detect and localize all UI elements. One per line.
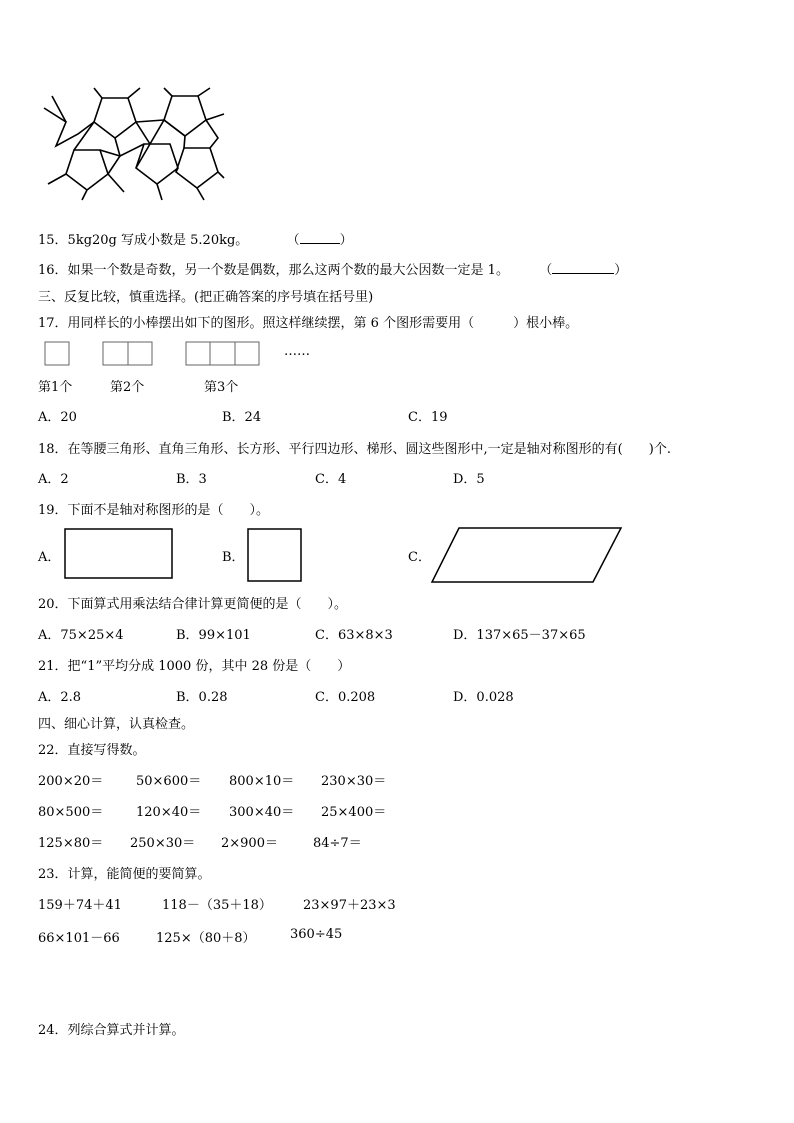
rectangle-shape (64, 528, 174, 580)
question-18-text: 18．在等腰三角形、直角三角形、长方形、平行四边形、梯形、圆这些图形中,一定是轴对称图形的有( )个. (38, 442, 671, 457)
option-a[interactable]: A．2 (38, 472, 69, 487)
option-b[interactable]: B．99×101 (176, 628, 251, 643)
answer-bracket-open: （ (286, 233, 300, 248)
question-20-text: 20．下面算式用乘法结合律计算更简便的是（ ）。 (38, 597, 348, 612)
question-24-text: 24．列综合算式并计算。 (38, 1023, 185, 1038)
question-16-text: 16．如果一个数是奇数，另一个数是偶数，那么这两个数的最大公因数一定是 1。 (38, 263, 509, 278)
option-c[interactable]: C．19 (408, 410, 448, 425)
calc-item: 84÷7＝ (313, 836, 362, 851)
section-4-heading: 四、细心计算，认真检查。 (38, 717, 195, 732)
option-b[interactable]: B． (222, 550, 245, 565)
option-b[interactable]: B．24 (222, 410, 262, 425)
option-c[interactable]: C．4 (315, 472, 347, 487)
parallelogram-shape (431, 527, 623, 584)
question-22-text: 22．直接写得数。 (38, 743, 146, 758)
answer-bracket-close: ） (614, 263, 628, 278)
option-b[interactable]: B．3 (176, 472, 207, 487)
calc-expression: 159＋74＋41 (38, 898, 122, 913)
question-17-text: 17．用同样长的小棒摆出如下的图形。照这样继续摆，第 6 个图形需要用（ ）根小棒。 (38, 316, 579, 331)
calc-expression: 118－（35＋18） (162, 898, 272, 913)
question-21-text: 21．把“1”平均分成 1000 份，其中 28 份是（ ） (38, 659, 351, 674)
option-a[interactable]: A．2.8 (38, 690, 82, 705)
calc-expression: 360÷45 (290, 927, 343, 942)
question-16 (38, 259, 627, 278)
square-shape (247, 528, 303, 583)
calc-item: 50×600＝ (136, 774, 202, 789)
option-d[interactable]: D．0.028 (453, 690, 514, 705)
option-a[interactable]: A．75×25×4 (38, 628, 124, 643)
section-3-heading: 三、反复比较，慎重选择。(把正确答案的序号填在括号里) (38, 290, 374, 305)
question-23-text: 23．计算，能简便的要简算。 (38, 867, 211, 882)
calc-expression: 23×97＋23×3 (303, 898, 396, 913)
calc-expression: 66×101－66 (38, 931, 120, 946)
figure-caption-1: 第1个 (38, 380, 73, 395)
option-d[interactable]: D．5 (453, 472, 485, 487)
option-c[interactable]: C．63×8×3 (315, 628, 393, 643)
option-a[interactable]: A．20 (38, 410, 77, 425)
question-15-text: 15．5kg20g 写成小数是 5.20kg。 (38, 233, 249, 248)
calc-expression: 125×（80＋8） (156, 931, 256, 946)
figure-caption-3: 第3个 (204, 380, 239, 395)
stick-square-figures (44, 341, 264, 367)
calc-item: 250×30＝ (130, 836, 196, 851)
sequence-ellipsis: …… (284, 344, 310, 359)
option-c[interactable]: C．0.208 (315, 690, 376, 705)
figure-caption-2: 第2个 (110, 380, 145, 395)
option-a[interactable]: A． (38, 550, 61, 565)
question-19-text: 19．下面不是轴对称图形的是（ ）。 (38, 503, 270, 518)
pentagon-tiling-figure (44, 88, 224, 200)
question-15 (38, 229, 353, 248)
calc-item: 800×10＝ (229, 774, 295, 789)
calc-item: 2×900＝ (221, 836, 278, 851)
answer-bracket-open: （ (539, 263, 553, 278)
answer-blank-15[interactable] (300, 231, 340, 244)
answer-blank-16[interactable] (552, 261, 614, 274)
calc-item: 25×400＝ (321, 805, 387, 820)
answer-bracket-close: ） (339, 233, 353, 248)
calc-item: 125×80＝ (38, 836, 104, 851)
calc-item: 300×40＝ (229, 805, 295, 820)
calc-item: 80×500＝ (38, 805, 104, 820)
option-c[interactable]: C． (408, 550, 431, 565)
option-d[interactable]: D．137×65－37×65 (453, 628, 586, 643)
calc-item: 230×30＝ (321, 774, 387, 789)
option-b[interactable]: B．0.28 (176, 690, 228, 705)
calc-item: 200×20＝ (38, 774, 104, 789)
calc-item: 120×40＝ (136, 805, 202, 820)
